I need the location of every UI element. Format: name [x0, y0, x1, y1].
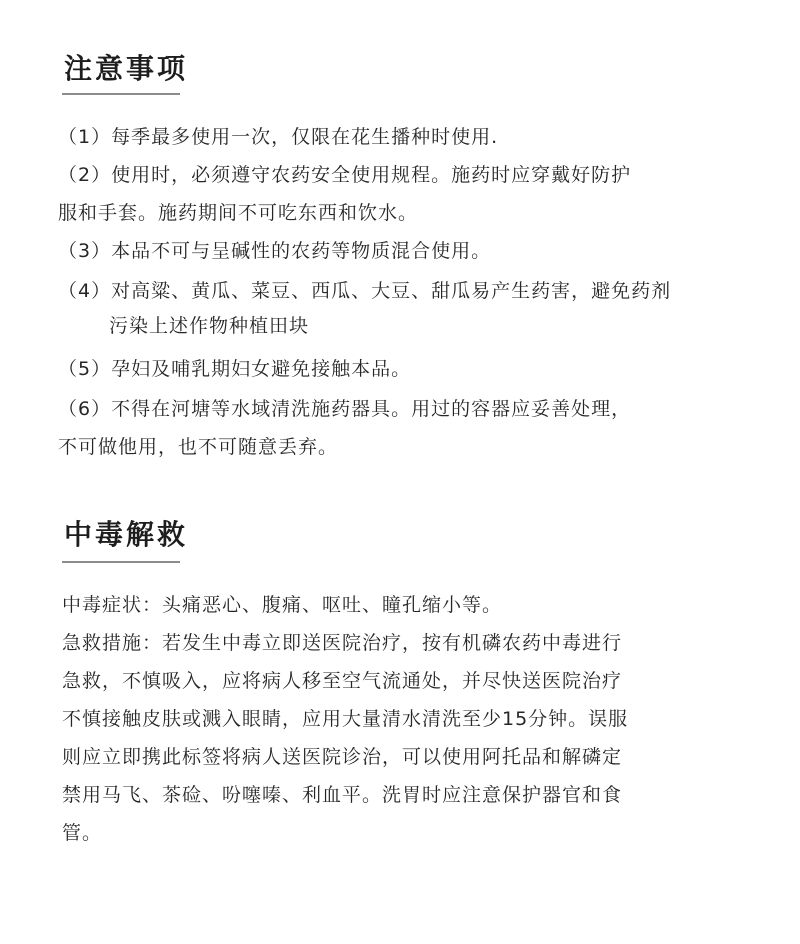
precaution-line: 不可做他用，也不可随意丢弃。: [58, 436, 339, 458]
precaution-line: （2）使用时，必须遵守农药安全使用规程。施药时应穿戴好防护: [58, 164, 632, 186]
first-aid-line: 禁用马飞、茶硷、吩噻嗪、利血平。洗胃时应注意保护器官和食: [62, 784, 623, 806]
first-aid-line: 急救，不慎吸入，应将病人移至空气流通处，并尽快送医院治疗: [62, 670, 623, 692]
precaution-line: （3）本品不可与呈碱性的农药等物质混合使用。: [58, 240, 492, 262]
first-aid-line: 不慎接触皮肤或溅入眼睛，应用大量清水清洗至少15分钟。误服: [62, 708, 629, 730]
precautions-heading: 注意事项: [64, 52, 189, 85]
precaution-line: （6）不得在河塘等水域清洗施药器具。用过的容器应妥善处理，: [58, 398, 632, 420]
precaution-line: （1）每季最多使用一次，仅限在花生播种时使用.: [58, 126, 499, 148]
precaution-line: （5）孕妇及哺乳期妇女避免接触本品。: [58, 358, 412, 380]
first-aid-heading-rule: [62, 561, 180, 563]
precaution-line: 服和手套。施药期间不可吃东西和饮水。: [58, 202, 419, 224]
precaution-line: （4）对高粱、黄瓜、菜豆、西瓜、大豆、甜瓜易产生药害，避免药剂: [58, 280, 672, 302]
first-aid-line: 中毒症状：头痛恶心、腹痛、呕吐、瞳孔缩小等。: [62, 594, 503, 616]
first-aid-line: 管。: [62, 822, 103, 844]
precaution-line: 污染上述作物种植田块: [109, 315, 310, 337]
first-aid-line: 则应立即携此标签将病人送医院诊治，可以使用阿托品和解磷定: [62, 746, 623, 768]
precautions-heading-rule: [62, 93, 180, 95]
first-aid-heading: 中毒解救: [64, 518, 189, 551]
first-aid-line: 急救措施：若发生中毒立即送医院治疗，按有机磷农药中毒进行: [62, 632, 623, 654]
